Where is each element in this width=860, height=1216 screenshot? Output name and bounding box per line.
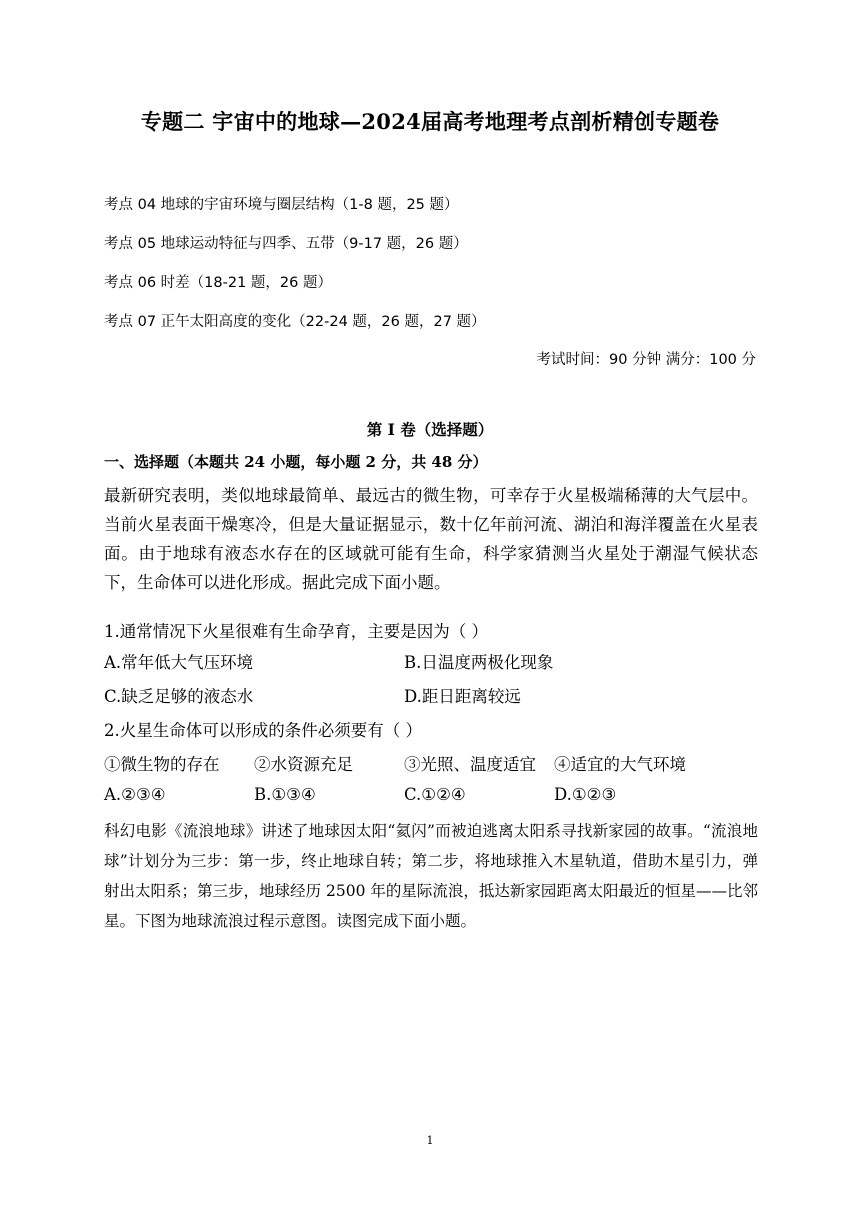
topic-item: 考点 04 地球的宇宙环境与圈层结构（1-8 题，25 题） bbox=[104, 197, 459, 213]
option-b: B.日温度两极化现象 bbox=[404, 653, 554, 672]
page-title: 专题二 宇宙中的地球—2024届高考地理考点剖析精创专题卷 bbox=[140, 109, 720, 134]
page-number: 1 bbox=[426, 1134, 434, 1147]
condition-row bbox=[104, 751, 758, 780]
question-stem: 2.火星生命体可以形成的条件必须要有（ ） bbox=[104, 721, 422, 740]
exam-info: 考试时间：90 分钟 满分：100 分 bbox=[536, 352, 756, 368]
condition-item: ①微生物的存在 bbox=[104, 755, 220, 774]
option-row bbox=[104, 683, 758, 712]
option-a: A.②③④ bbox=[104, 785, 166, 804]
reading-passage: 最新研究表明，类似地球最简单、最远古的微生物，可幸存于火星极端稀薄的大气层中。当前火星表面干燥寒冷，但是大量证据显示，数十亿年前河流、湖泊和海洋覆盖在火星表面。由于地球有液态水存在的区域就可能有生命，科学家猜测当火星处于潮湿气候状态下，生命体可以进化形成。据此完成下面小题。 bbox=[104, 486, 758, 592]
question-stem: 1.通常情况下火星很难有生命孕育，主要是因为（ ） bbox=[104, 622, 488, 641]
condition-item: ④适宜的大气环境 bbox=[554, 755, 686, 774]
option-d: D.距日距离较远 bbox=[404, 687, 521, 706]
topic-item: 考点 07 正午太阳高度的变化（22-24 题，26 题，27 题） bbox=[104, 314, 486, 330]
section-heading: 一、选择题（本题共 24 小题，每小题 2 分，共 48 分） bbox=[104, 453, 488, 471]
option-row bbox=[104, 649, 758, 678]
option-row bbox=[104, 785, 758, 814]
topic-item: 考点 06 时差（18-21 题，26 题） bbox=[104, 275, 332, 291]
option-c: C.缺乏足够的液态水 bbox=[104, 687, 254, 706]
reading-passage: 科幻电影《流浪地球》讲述了地球因太阳“氦闪”而被迫逃离太阳系寻找新家园的故事。“流浪地球”计划分为三步：第一步，终止地球自转；第二步，将地球推入木星轨道，借助木星引力，弹射出太阳系；第三步，地球经历 2500 年的星际流浪，抵达新家园距离太阳最近的恒星——比邻星。下图为地球流浪过程示意图。读图完成下面小题。 bbox=[104, 822, 758, 930]
option-b: B.①③④ bbox=[254, 785, 316, 804]
section-title: 第 I 卷（选择题） bbox=[366, 420, 494, 439]
topic-item: 考点 05 地球运动特征与四季、五带（9-17 题，26 题） bbox=[104, 236, 468, 252]
option-a: A.常年低大气压环境 bbox=[104, 653, 254, 672]
condition-item: ③光照、温度适宜 bbox=[404, 755, 536, 774]
option-d: D.①②③ bbox=[554, 785, 617, 804]
option-c: C.①②④ bbox=[404, 785, 466, 804]
condition-item: ②水资源充足 bbox=[254, 755, 353, 774]
